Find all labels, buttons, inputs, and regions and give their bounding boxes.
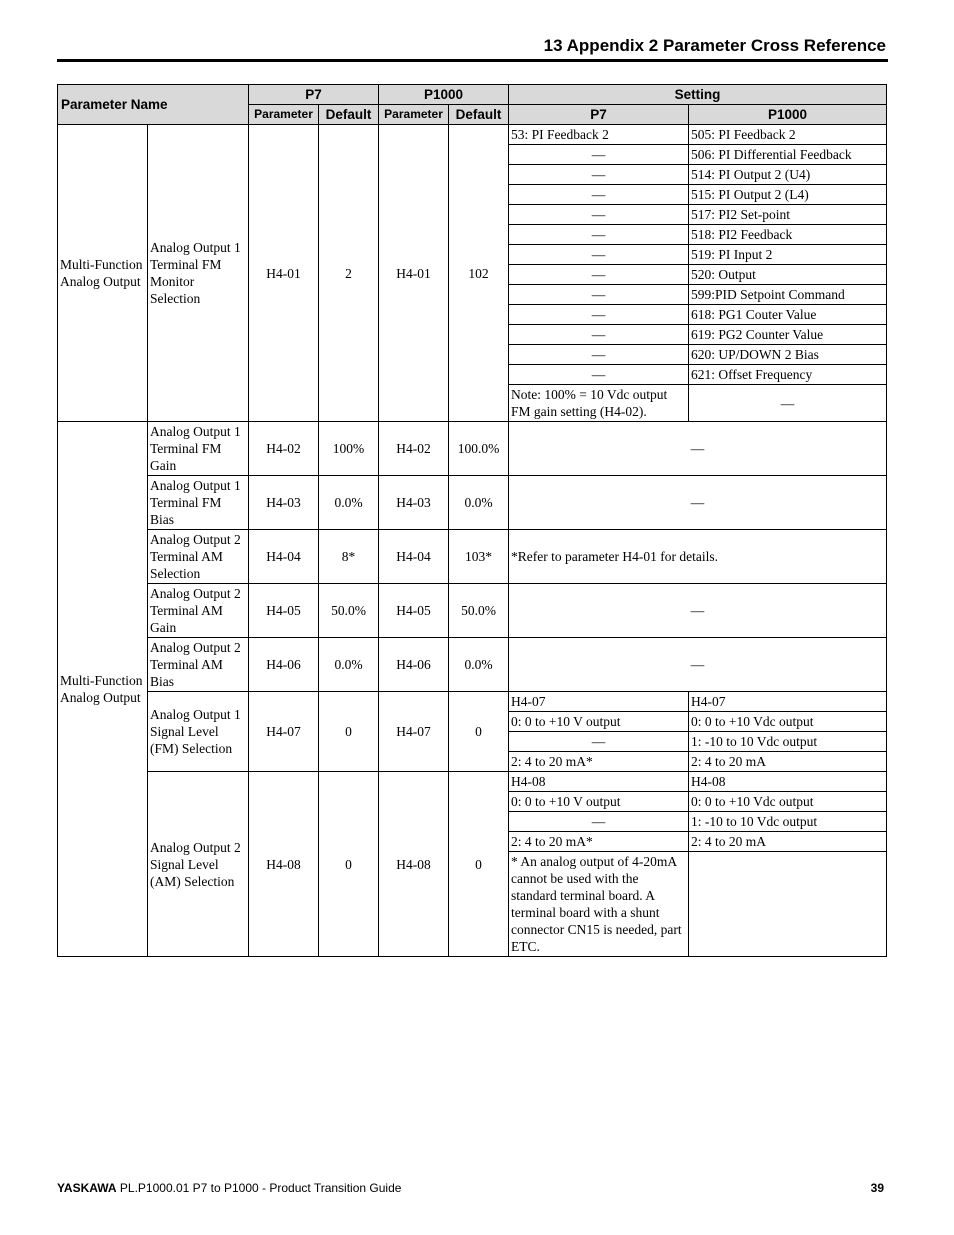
setting-p1000-cell: 520: Output xyxy=(689,265,887,285)
p7-parameter-cell: H4-07 xyxy=(249,692,319,772)
setting-p1000-cell: 621: Offset Frequency xyxy=(689,365,887,385)
parameter-name-cell: Analog Output 2 Signal Level (AM) Selection xyxy=(148,772,249,957)
p7-default-cell: 0.0% xyxy=(319,476,379,530)
setting-p1000-cell: — xyxy=(689,385,887,422)
setting-p7-cell: — xyxy=(509,265,689,285)
parameter-name-cell: Analog Output 2 Terminal AM Gain xyxy=(148,584,249,638)
header-p1000-parameter: Parameter xyxy=(379,105,449,125)
setting-p7-cell: H4-08 xyxy=(509,772,689,792)
p7-parameter-cell: H4-06 xyxy=(249,638,319,692)
setting-cell: *Refer to parameter H4-01 for details. xyxy=(509,530,887,584)
footer-doc: PL.P1000.01 P7 to P1000 - Product Transition Guide xyxy=(116,1181,402,1195)
parameter-cross-reference-table xyxy=(57,84,887,957)
setting-p7-cell: 53: PI Feedback 2 xyxy=(509,125,689,145)
group-cell: Multi-Function Analog Output xyxy=(58,422,148,957)
setting-p1000-cell xyxy=(689,852,887,957)
p1000-default-cell: 0.0% xyxy=(449,476,509,530)
setting-p7-cell: 2: 4 to 20 mA* xyxy=(509,752,689,772)
footer-brand: YASKAWA xyxy=(57,1181,117,1195)
group-cell: Multi-Function Analog Output xyxy=(58,125,148,422)
setting-cell: — xyxy=(509,584,887,638)
setting-note-cell: Note: 100% = 10 Vdc output FM gain setting (H4-02). xyxy=(509,385,689,422)
setting-p1000-cell: 2: 4 to 20 mA xyxy=(689,752,887,772)
p1000-default-cell: 0.0% xyxy=(449,638,509,692)
header-p7: P7 xyxy=(249,85,379,105)
table-row xyxy=(58,530,887,584)
setting-p7-cell: 0: 0 to +10 V output xyxy=(509,792,689,812)
parameter-name-cell: Analog Output 1 Terminal FM Gain xyxy=(148,422,249,476)
p1000-default-cell: 50.0% xyxy=(449,584,509,638)
parameter-name-cell: Analog Output 1 Signal Level (FM) Selection xyxy=(148,692,249,772)
setting-p1000-cell: 618: PG1 Couter Value xyxy=(689,305,887,325)
setting-p7-cell: — xyxy=(509,345,689,365)
setting-p1000-cell: H4-08 xyxy=(689,772,887,792)
p7-default-cell: 0.0% xyxy=(319,638,379,692)
p1000-parameter-cell: H4-04 xyxy=(379,530,449,584)
title-rule xyxy=(57,59,888,62)
p1000-parameter-cell: H4-01 xyxy=(379,125,449,422)
setting-p7-cell: — xyxy=(509,732,689,752)
p1000-parameter-cell: H4-08 xyxy=(379,772,449,957)
setting-cell: — xyxy=(509,422,887,476)
setting-p1000-cell: 619: PG2 Counter Value xyxy=(689,325,887,345)
header-parameter-name: Parameter Name xyxy=(58,85,249,125)
p1000-parameter-cell: H4-06 xyxy=(379,638,449,692)
setting-p1000-cell: 518: PI2 Feedback xyxy=(689,225,887,245)
setting-p1000-cell: 1: -10 to 10 Vdc output xyxy=(689,732,887,752)
p7-parameter-cell: H4-03 xyxy=(249,476,319,530)
setting-p1000-cell: 0: 0 to +10 Vdc output xyxy=(689,792,887,812)
setting-p7-cell: — xyxy=(509,205,689,225)
setting-p1000-cell: 2: 4 to 20 mA xyxy=(689,832,887,852)
p1000-parameter-cell: H4-02 xyxy=(379,422,449,476)
setting-cell: — xyxy=(509,638,887,692)
p7-parameter-cell: H4-05 xyxy=(249,584,319,638)
setting-p1000-cell: 599:PID Setpoint Command xyxy=(689,285,887,305)
p7-parameter-cell: H4-04 xyxy=(249,530,319,584)
setting-p1000-cell: H4-07 xyxy=(689,692,887,712)
table-row xyxy=(58,125,887,145)
table-row xyxy=(58,638,887,692)
p7-default-cell: 50.0% xyxy=(319,584,379,638)
setting-p7-cell: — xyxy=(509,812,689,832)
p1000-parameter-cell: H4-07 xyxy=(379,692,449,772)
p7-default-cell: 100% xyxy=(319,422,379,476)
page-number: 39 xyxy=(870,1181,884,1195)
setting-p7-cell: — xyxy=(509,365,689,385)
header-p1000-default: Default xyxy=(449,105,509,125)
p7-default-cell: 2 xyxy=(319,125,379,422)
setting-p7-cell: 2: 4 to 20 mA* xyxy=(509,832,689,852)
p1000-parameter-cell: H4-05 xyxy=(379,584,449,638)
setting-p1000-cell: 515: PI Output 2 (L4) xyxy=(689,185,887,205)
parameter-name-cell: Analog Output 1 Terminal FM Bias xyxy=(148,476,249,530)
header-p7-default: Default xyxy=(319,105,379,125)
table-row xyxy=(58,422,887,476)
p1000-default-cell: 0 xyxy=(449,772,509,957)
header-setting-p1000: P1000 xyxy=(689,105,887,125)
p7-parameter-cell: H4-08 xyxy=(249,772,319,957)
setting-p1000-cell: 506: PI Differential Feedback xyxy=(689,145,887,165)
table-row xyxy=(58,772,887,792)
setting-p1000-cell: 519: PI Input 2 xyxy=(689,245,887,265)
parameter-name-cell: Analog Output 1 Terminal FM Monitor Selection xyxy=(148,125,249,422)
table-row xyxy=(58,692,887,712)
header-setting: Setting xyxy=(509,85,887,105)
p1000-default-cell: 103* xyxy=(449,530,509,584)
header-p1000: P1000 xyxy=(379,85,509,105)
setting-p1000-cell: 514: PI Output 2 (U4) xyxy=(689,165,887,185)
setting-note-cell: * An analog output of 4-20mA cannot be used with the standard terminal board. A terminal board with a shunt connector CN15 is needed, part ETC. xyxy=(509,852,689,957)
setting-p1000-cell: 505: PI Feedback 2 xyxy=(689,125,887,145)
p7-parameter-cell: H4-01 xyxy=(249,125,319,422)
table-row xyxy=(58,476,887,530)
p1000-parameter-cell: H4-03 xyxy=(379,476,449,530)
header-setting-p7: P7 xyxy=(509,105,689,125)
p1000-default-cell: 0 xyxy=(449,692,509,772)
setting-p7-cell: — xyxy=(509,305,689,325)
header-p7-parameter: Parameter xyxy=(249,105,319,125)
setting-p7-cell: — xyxy=(509,185,689,205)
setting-p7-cell: — xyxy=(509,245,689,265)
setting-p7-cell: — xyxy=(509,285,689,305)
page-title: 13 Appendix 2 Parameter Cross Reference xyxy=(543,36,886,55)
p7-default-cell: 0 xyxy=(319,692,379,772)
parameter-name-cell: Analog Output 2 Terminal AM Bias xyxy=(148,638,249,692)
table-row xyxy=(58,584,887,638)
p7-default-cell: 0 xyxy=(319,772,379,957)
setting-p1000-cell: 1: -10 to 10 Vdc output xyxy=(689,812,887,832)
p7-parameter-cell: H4-02 xyxy=(249,422,319,476)
parameter-name-cell: Analog Output 2 Terminal AM Selection xyxy=(148,530,249,584)
setting-p7-cell: — xyxy=(509,225,689,245)
setting-cell: — xyxy=(509,476,887,530)
p1000-default-cell: 100.0% xyxy=(449,422,509,476)
setting-p1000-cell: 620: UP/DOWN 2 Bias xyxy=(689,345,887,365)
p1000-default-cell: 102 xyxy=(449,125,509,422)
p7-default-cell: 8* xyxy=(319,530,379,584)
footer-document-title xyxy=(57,1181,401,1195)
setting-p1000-cell: 0: 0 to +10 Vdc output xyxy=(689,712,887,732)
setting-p7-cell: 0: 0 to +10 V output xyxy=(509,712,689,732)
setting-p7-cell: — xyxy=(509,325,689,345)
setting-p7-cell: — xyxy=(509,145,689,165)
setting-p1000-cell: 517: PI2 Set-point xyxy=(689,205,887,225)
setting-p7-cell: — xyxy=(509,165,689,185)
setting-p7-cell: H4-07 xyxy=(509,692,689,712)
